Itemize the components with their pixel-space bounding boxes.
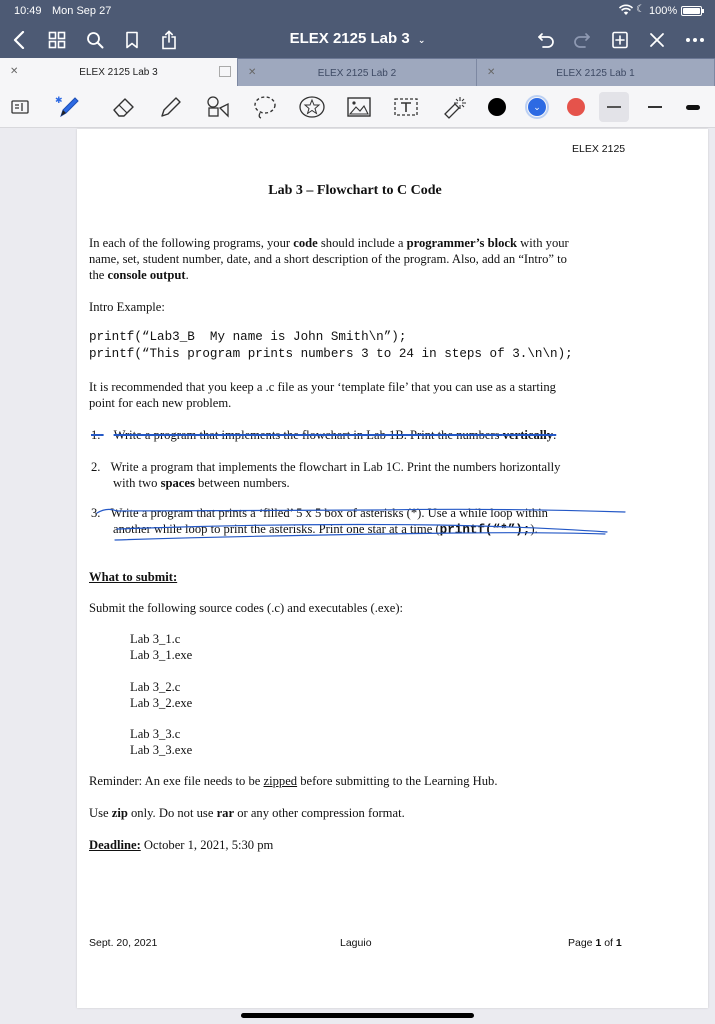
footer-page-number xyxy=(568,937,622,949)
item-number: 2. xyxy=(91,460,101,474)
eraser-icon xyxy=(111,95,137,119)
text-run: Write a program that implements the flowchart in Lab 1C. Print the numbers horizontally xyxy=(110,460,561,474)
color-swatch xyxy=(488,98,506,116)
stroke-medium[interactable] xyxy=(641,94,669,120)
text-run: with two xyxy=(113,476,161,490)
wifi-icon xyxy=(619,4,633,19)
laser-pointer-tool[interactable] xyxy=(440,94,468,120)
text-run: In each of the following programs, your xyxy=(89,236,294,250)
tab-label: ELEX 2125 Lab 2 xyxy=(317,68,397,79)
document-tabs xyxy=(0,58,715,86)
text-line: It is recommended that you keep a .c file as your ‘template file’ that you can use as a starting xyxy=(89,380,556,394)
status-date: Mon Sep 27 xyxy=(52,5,112,17)
text-run: printf(“*”); xyxy=(439,523,531,537)
text-run: zip xyxy=(111,806,128,820)
lab-title: Lab 3 – Flowchart to C Code xyxy=(268,183,442,198)
text-line: point for each new problem. xyxy=(89,396,232,410)
highlighter-tool[interactable] xyxy=(157,94,185,120)
task-item-2 xyxy=(91,459,560,491)
stroke-width-icon xyxy=(648,106,662,109)
chevron-down-icon: ⌄ xyxy=(528,98,546,116)
text-box-icon xyxy=(393,96,419,118)
tab-close-icon[interactable]: ✕ xyxy=(487,67,496,78)
text-run: Page xyxy=(568,937,596,949)
footer-date: Sept. 20, 2021 xyxy=(89,937,158,949)
status-time: 10:49 xyxy=(14,5,42,17)
sticker-icon xyxy=(298,95,326,119)
recommendation-paragraph xyxy=(89,379,556,411)
stroke-width-icon xyxy=(686,105,700,110)
undo-button[interactable] xyxy=(534,28,558,52)
code-line-1: printf(“Lab3_B My name is John Smith\n”); xyxy=(89,330,407,344)
battery-percent: 100% xyxy=(649,5,678,17)
text-run: zipped xyxy=(263,774,298,788)
tab-close-icon[interactable]: ✕ xyxy=(248,67,257,78)
tab-elex-2125-lab-1[interactable] xyxy=(477,59,715,86)
file-list-group-1 xyxy=(130,631,192,663)
text-run: with your xyxy=(516,236,569,250)
highlighter-icon xyxy=(158,94,184,120)
do-not-disturb-icon: ☾ xyxy=(636,4,645,15)
file-name: Lab 3_2.c xyxy=(130,680,181,694)
text-run: or any other compression format. xyxy=(234,806,405,820)
bluetooth-icon: ✱ xyxy=(55,95,63,105)
pen-annotation-strikeout[interactable] xyxy=(77,499,637,549)
sticker-tool[interactable] xyxy=(297,94,327,120)
text-run: programmer’s block xyxy=(406,236,517,250)
home-indicator[interactable] xyxy=(241,1013,474,1018)
image-icon xyxy=(346,96,372,118)
reminder-text xyxy=(89,773,498,789)
text-line: name, set, student number, date, and a short description of the program. Also, add an “Intro” to xyxy=(89,252,567,266)
add-page-button[interactable] xyxy=(608,28,632,52)
code-line-2: printf(“This program prints numbers 3 to 24 in steps of 3.\n\n); xyxy=(89,347,573,361)
laser-pointer-icon xyxy=(441,94,467,120)
deadline-value: October 1, 2021, 5:30 pm xyxy=(140,838,274,852)
more-icon xyxy=(685,37,705,43)
tab-label: ELEX 2125 Lab 3 xyxy=(79,67,158,78)
shape-tool[interactable] xyxy=(204,94,232,120)
stroke-thick[interactable] xyxy=(679,94,707,120)
task-item-1 xyxy=(91,427,556,443)
deadline-label: Deadline: xyxy=(89,838,141,852)
text-run: the xyxy=(89,268,108,282)
text-run: spaces xyxy=(160,476,195,490)
text-run: between numbers. xyxy=(194,476,290,490)
lasso-icon xyxy=(252,94,278,120)
compression-note xyxy=(89,805,405,821)
text-run: another while loop to print the asterisks. Print one star at a time ( xyxy=(113,522,440,536)
image-tool[interactable] xyxy=(345,94,373,120)
text-run: 1 xyxy=(595,937,602,949)
close-editor-button[interactable] xyxy=(645,28,669,52)
text-run: only. Do not use xyxy=(127,806,217,820)
text-run: code xyxy=(293,236,318,250)
file-name: Lab 3_2.exe xyxy=(130,696,193,710)
eraser-tool[interactable] xyxy=(110,94,138,120)
text-run: Write a program that prints a ‘filled’ 5 x 5 box of asterisks (*). Use a while loop within xyxy=(110,506,548,520)
undo-icon xyxy=(537,32,555,48)
status-bar xyxy=(0,0,715,22)
read-mode-icon xyxy=(10,98,30,116)
document-title: ELEX 2125 Lab 3 xyxy=(289,30,410,47)
text-run: 1 xyxy=(615,937,622,949)
redo-button[interactable] xyxy=(570,28,594,52)
footer-author: Laguio xyxy=(340,937,372,949)
page-header: ELEX 2125 xyxy=(572,143,626,155)
color-blue-selected[interactable] xyxy=(523,94,551,120)
stroke-width-icon xyxy=(607,106,621,108)
redo-icon xyxy=(573,32,591,48)
close-icon xyxy=(649,32,665,48)
text-run: ). xyxy=(530,522,538,536)
file-name: Lab 3_3.c xyxy=(130,727,181,741)
color-swatch xyxy=(567,98,585,116)
tab-label: ELEX 2125 Lab 1 xyxy=(556,68,635,79)
file-list-group-3 xyxy=(130,726,192,758)
text-run: vertically xyxy=(502,428,554,442)
intro-paragraph xyxy=(89,235,629,283)
text-run: console output xyxy=(107,268,186,282)
text-tool[interactable] xyxy=(392,94,420,120)
text-run: Write a program that implements the flowchart in Lab 1B. Print the numbers xyxy=(113,428,503,442)
text-run: of xyxy=(601,937,616,949)
text-run: rar xyxy=(216,806,235,820)
battery-icon xyxy=(681,6,702,16)
text-run: before submitting to the Learning Hub. xyxy=(297,774,498,788)
nav-bar xyxy=(0,22,715,58)
split-view-icon[interactable] xyxy=(219,66,231,77)
shapes-icon xyxy=(204,94,232,120)
item-number: 1. xyxy=(91,428,101,442)
chevron-down-icon: ⌄ xyxy=(417,35,426,45)
color-swatch xyxy=(525,95,549,119)
deadline xyxy=(89,837,273,853)
text-run: should include a xyxy=(317,236,407,250)
intro-example-label: Intro Example: xyxy=(89,300,165,314)
file-name: Lab 3_3.exe xyxy=(130,743,193,757)
file-list-group-2 xyxy=(130,679,192,711)
item-number: 3. xyxy=(91,506,101,520)
text-run: Reminder: An exe file needs to be xyxy=(89,774,264,788)
tab-close-icon[interactable]: ✕ xyxy=(10,66,19,77)
document-page[interactable] xyxy=(77,129,708,1008)
add-page-icon xyxy=(611,31,629,49)
tab-elex-2125-lab-2[interactable] xyxy=(238,59,477,86)
text-run: Use xyxy=(89,806,112,820)
tab-elex-2125-lab-3[interactable] xyxy=(0,58,238,86)
what-to-submit-heading: What to submit: xyxy=(89,570,178,584)
file-name: Lab 3_1.exe xyxy=(130,648,193,662)
color-black[interactable] xyxy=(483,94,511,120)
text-run: . xyxy=(553,428,557,442)
lasso-tool[interactable] xyxy=(251,94,279,120)
pen-tool[interactable] xyxy=(52,94,86,120)
annotation-toolbar xyxy=(0,86,715,128)
more-options-button[interactable] xyxy=(683,28,707,52)
color-red[interactable] xyxy=(562,94,590,120)
text-run: . xyxy=(185,268,189,282)
file-name: Lab 3_1.c xyxy=(130,632,181,646)
stroke-thin-selected[interactable] xyxy=(599,92,629,122)
submit-description: Submit the following source codes (.c) and executables (.exe): xyxy=(89,601,404,615)
read-mode-button[interactable] xyxy=(6,94,34,120)
